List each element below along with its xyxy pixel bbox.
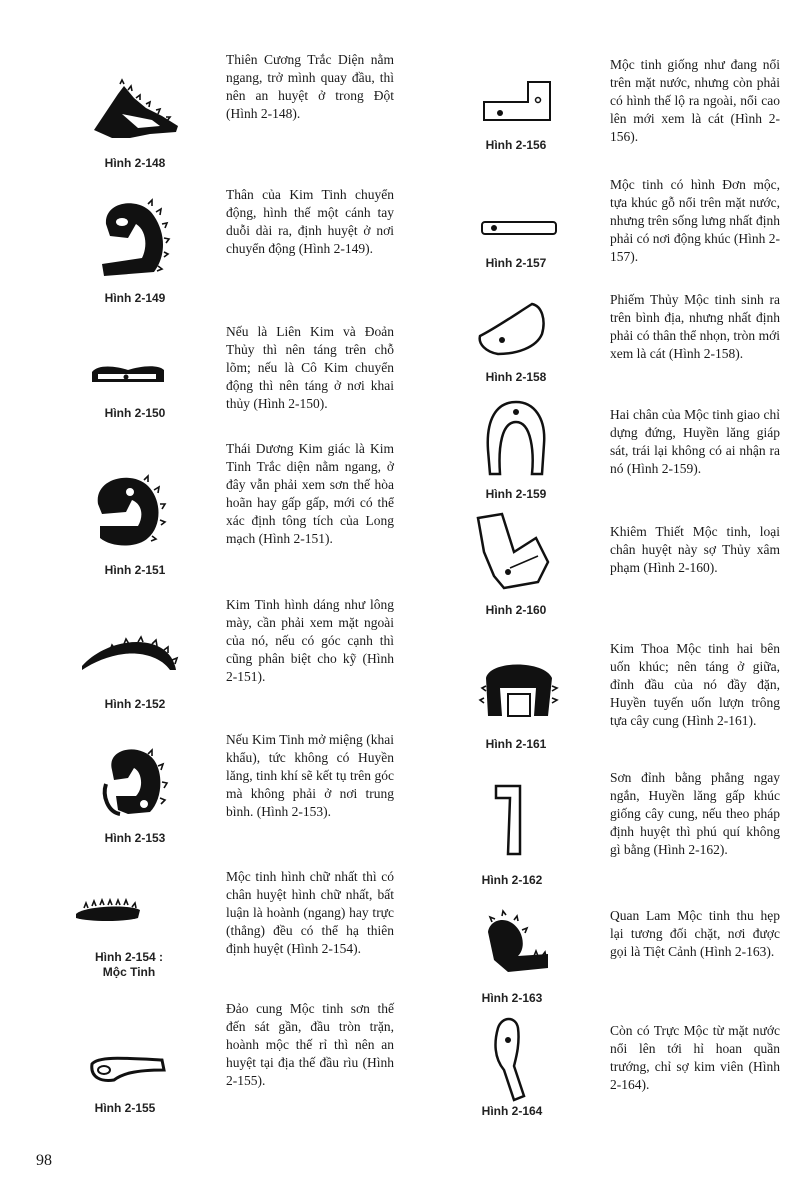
- figure-2-148: [90, 80, 185, 150]
- text-2-157: Mộc tinh có hình Đơn mộc, tựa khúc gỗ nổi trên mặt nước, nhưng trên sống lưng nhất định phải có nơi động khúc (Hình 2-157).: [610, 177, 780, 264]
- caption-2-150: Hình 2-150: [104, 406, 166, 420]
- figure-2-153: [92, 740, 172, 829]
- text-2-164: Còn có Trực Mộc từ mặt nước nổi lên tới hỉ hoan quần trướng, chỉ sợ kim viên (Hình 2-164).: [610, 1023, 780, 1092]
- text-2-152: Kim Tinh hình dáng như lông mày, cần phải xem mặt ngoài của nó, nếu có góc cạnh thì cũng phân biệt cho kỹ (Hình 2-151).: [226, 597, 394, 684]
- caption-2-163: Hình 2-163: [481, 991, 543, 1005]
- figure-2-156: [480, 80, 560, 129]
- figure-2-161: [480, 656, 560, 731]
- caption-2-156: Hình 2-156: [485, 138, 547, 152]
- figure-2-154: [74, 896, 144, 931]
- text-2-155: Đảo cung Mộc tinh sơn thế đến sát gần, đầu tròn trặn, hoành mộc thế rỉ thì nên an huyệt tại địa thế đầu rìu (Hình 2-155).: [226, 1001, 394, 1088]
- figure-2-164: [484, 1014, 534, 1109]
- text-2-158: Phiếm Thủy Mộc tinh sinh ra trên bình địa, nhưng nhất định phải có thân thể nhọn, tròn mới xem là cát (Hình 2-158).: [610, 292, 780, 361]
- figure-2-162: [494, 780, 534, 865]
- figure-2-160: [474, 512, 554, 597]
- caption-2-149: Hình 2-149: [104, 291, 166, 305]
- text-2-150: Nếu là Liên Kim và Đoản Thủy thì nên táng trên chỗ lõm; nếu là Cô Kim chuyển động thì nên táng ở nơi khai thủy (Hình 2-150).: [226, 324, 394, 411]
- text-2-156: Mộc tinh giống như đang nổi trên mặt nước, nhưng còn phải có hình thế lộ ra ngoài, nổi cao lên mới xem là cát (Hình 2-156).: [610, 57, 780, 144]
- caption-2-151: Hình 2-151: [104, 563, 166, 577]
- text-2-162: Sơn đỉnh bằng phẳng ngay ngắn, Huyền lăng gấp khúc giống cây cung, nếu theo pháp định huyệt thì phú quí không gì bằng (Hình 2-162).: [610, 770, 780, 857]
- figure-2-159: [482, 400, 552, 485]
- text-2-149: Thân của Kim Tinh chuyển động, hình thế một cánh tay duỗi dài ra, định huyệt ở nơi chuyển động (Hình 2-149).: [226, 187, 394, 256]
- caption-2-162: Hình 2-162: [481, 873, 543, 887]
- figure-2-155: [84, 1054, 168, 1089]
- figure-2-151: [88, 468, 168, 559]
- text-2-151: Thái Dương Kim giác là Kim Tinh Trắc diện nằm ngang, ở đây vẫn phải xem sơn thế hòa hoãn hay gấp gấp, mới có thể xác định tông tích của Long mạch (Hình 2-151).: [226, 441, 394, 546]
- caption-2-158: Hình 2-158: [485, 370, 547, 384]
- caption-2-164: Hình 2-164: [481, 1104, 543, 1118]
- caption-2-152: Hình 2-152: [104, 697, 166, 711]
- caption-2-154-subtitle: Mộc Tinh: [102, 965, 156, 979]
- caption-2-160: Hình 2-160: [485, 603, 547, 617]
- text-2-160: Khiêm Thiết Mộc tinh, loại chân huyệt này sợ Thủy xâm phạm (Hình 2-160).: [610, 524, 780, 575]
- text-2-163: Quan Lam Mộc tinh thu hẹp lại tương đối chặt, nơi được gọi là Tiệt Cảnh (Hình 2-163).: [610, 908, 780, 959]
- text-2-153: Nếu Kim Tinh mở miệng (khai khẩu), tức không có Huyền lăng, tinh khí sẽ kết tụ trên góc mà không phải ở nơi trung bình. (Hình 2-153).: [226, 732, 394, 819]
- text-2-154: Mộc tinh hình chữ nhất thì có chân huyệt hình chữ nhất, bất luận là hoành (ngang) hay trực (thẳng) đều có thể hạ thiên định huyệt (Hình 2-154).: [226, 869, 394, 956]
- text-2-159: Hai chân của Mộc tinh giao chỉ dựng đứng, Huyền lăng giáp sát, trái lại không có ai nhận ra nó (Hình 2-159).: [610, 407, 780, 476]
- figure-2-149: [92, 194, 172, 289]
- caption-2-154-label: Hình 2-154 :: [94, 950, 163, 964]
- caption-2-159: Hình 2-159: [485, 487, 547, 501]
- caption-2-155: Hình 2-155: [94, 1101, 156, 1115]
- figure-2-158: [476, 300, 556, 363]
- caption-2-153: Hình 2-153: [104, 831, 166, 845]
- page-number: 98: [36, 1152, 52, 1169]
- caption-2-154: [74, 950, 184, 980]
- figure-2-150: [88, 358, 168, 397]
- figure-2-157: [480, 218, 560, 243]
- figure-2-152: [80, 632, 180, 681]
- figure-2-163: [480, 910, 560, 985]
- caption-2-148: Hình 2-148: [104, 156, 166, 170]
- text-2-161: Kim Thoa Mộc tinh hai bên uốn khúc; nên táng ở giữa, đỉnh đầu của nó đầy đặn, Huyền tuyến uốn lượn trông tựa cây cung (Hình 2-161).: [610, 641, 780, 728]
- text-2-148: Thiên Cương Trắc Diện nằm ngang, trở mình quay đầu, thì nên an huyệt ở trong Đột (Hình 2-148).: [226, 52, 394, 121]
- caption-2-161: Hình 2-161: [485, 737, 547, 751]
- caption-2-157: Hình 2-157: [485, 256, 547, 270]
